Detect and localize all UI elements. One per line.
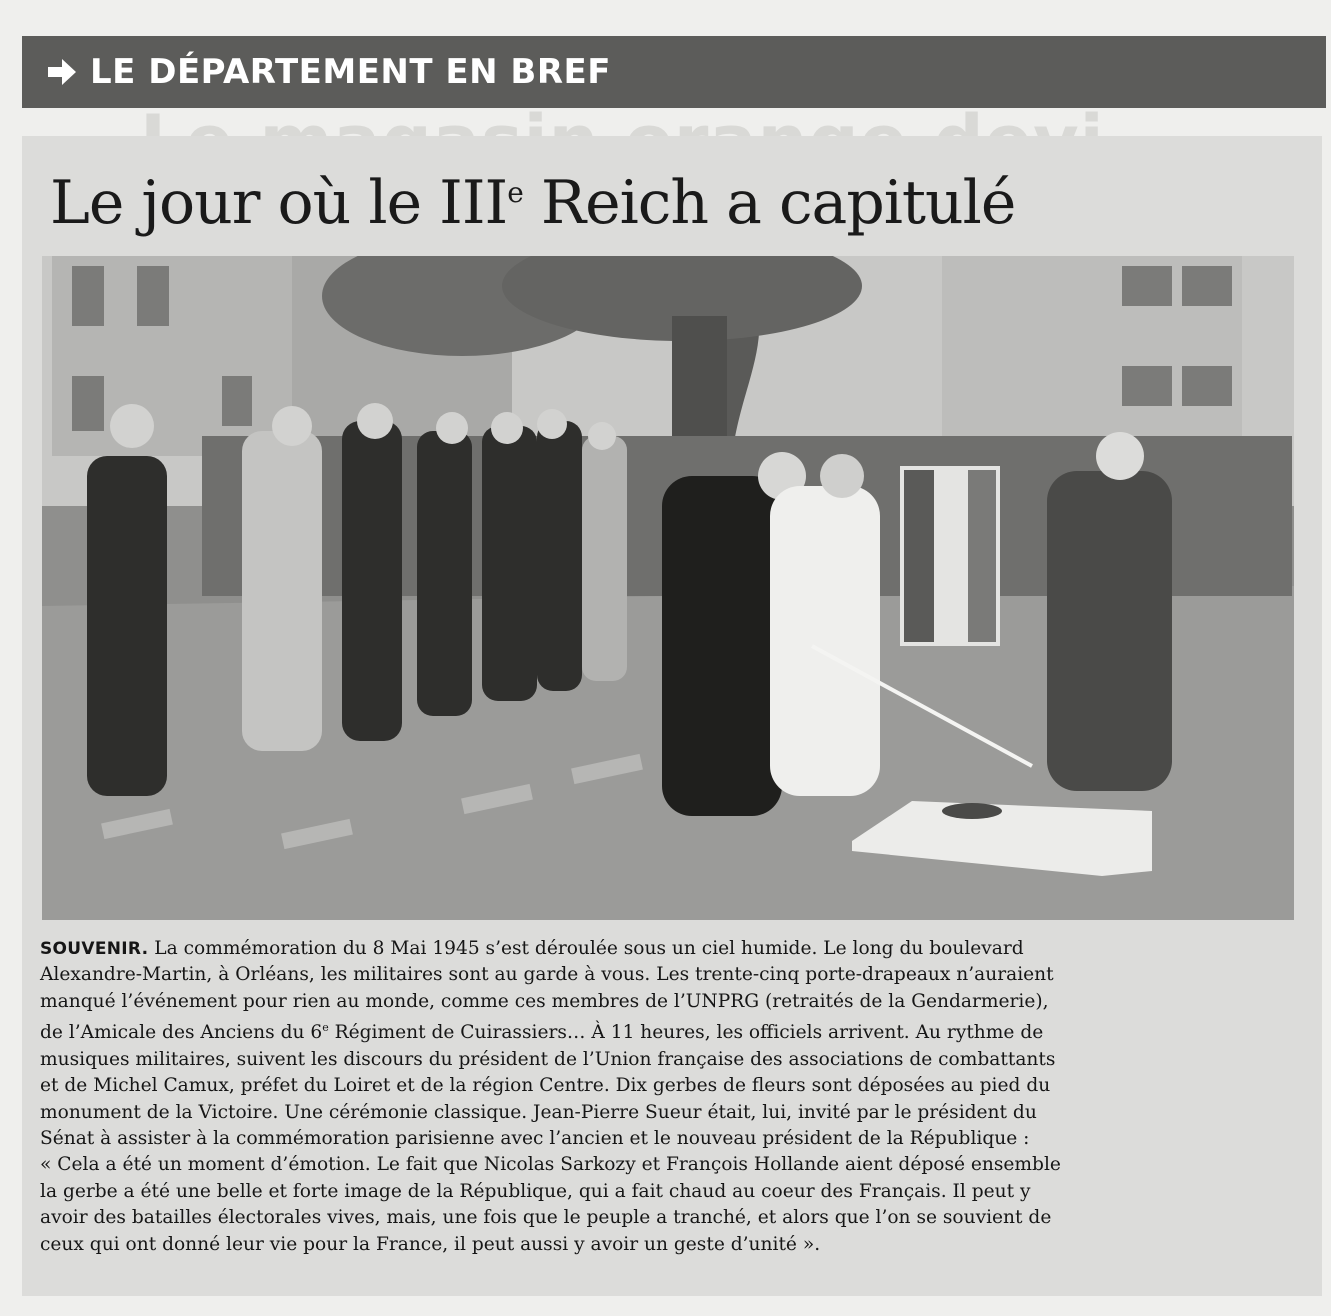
caption-line: avoir des batailles électorales vives, mais, une fois que le peuple a tranché, et alors que l’on se souvient de xyxy=(40,1207,1052,1229)
ceremony-photo-illustration xyxy=(42,256,1294,920)
arrow-right-icon xyxy=(44,54,80,90)
caption-text: de l’Amicale des Anciens du 6 xyxy=(40,1022,323,1044)
caption-line: manqué l’événement pour rien au monde, comme ces membres de l’UNPRG (retraités de la Gendarmerie), xyxy=(40,990,1049,1012)
caption-text: Régiment de Cuirassiers… À 11 heures, les officiels arrivent. Au rythme de xyxy=(328,1022,1044,1044)
photo-caption xyxy=(40,936,1296,1258)
caption-line: monument de la Victoire. Une cérémonie classique. Jean-Pierre Sueur était, lui, invité par le président du xyxy=(40,1101,1037,1123)
caption-line: Sénat à assister à la commémoration parisienne avec l’ancien et le nouveau président de la République : xyxy=(40,1128,1030,1150)
caption-superscript: e xyxy=(322,1021,329,1035)
caption-line: la gerbe a été une belle et forte image de la République, qui a fait chaud au coeur des Français. Il peut y xyxy=(40,1180,1031,1202)
caption-line: « Cela a été un moment d’émotion. Le fait que Nicolas Sarkozy et François Hollande aient déposé ensemble xyxy=(40,1154,1061,1176)
caption-line xyxy=(40,1015,1296,1047)
caption-line: et de Michel Camux, préfet du Loiret et de la région Centre. Dix gerbes de fleurs sont déposées au pied du xyxy=(40,1075,1051,1097)
caption-line: ceux qui ont donné leur vie pour la France, il peut aussi y avoir un geste d’unité ». xyxy=(40,1233,821,1255)
section-banner xyxy=(22,36,1326,108)
caption-text: La commémoration du 8 Mai 1945 s’est déroulée sous un ciel humide. Le long du boulevard xyxy=(148,938,1024,959)
article-headline xyxy=(50,168,1015,238)
section-title: LE DÉPARTEMENT EN BREF xyxy=(90,52,611,92)
headline-part-2: Reich a capitulé xyxy=(522,168,1016,238)
caption-line xyxy=(40,936,1296,962)
headline-part-1: Le jour où le III xyxy=(50,168,508,238)
caption-lead: SOUVENIR. xyxy=(40,939,149,959)
ceremony-photo xyxy=(42,256,1294,920)
caption-line: Alexandre-Martin, à Orléans, les militaires sont au garde à vous. Les trente-cinq porte-drapeaux n’auraient xyxy=(40,964,1054,986)
headline-superscript: e xyxy=(507,176,523,209)
caption-line: musiques militaires, suivent les discours du président de l’Union française des associations de combattants xyxy=(40,1048,1056,1070)
